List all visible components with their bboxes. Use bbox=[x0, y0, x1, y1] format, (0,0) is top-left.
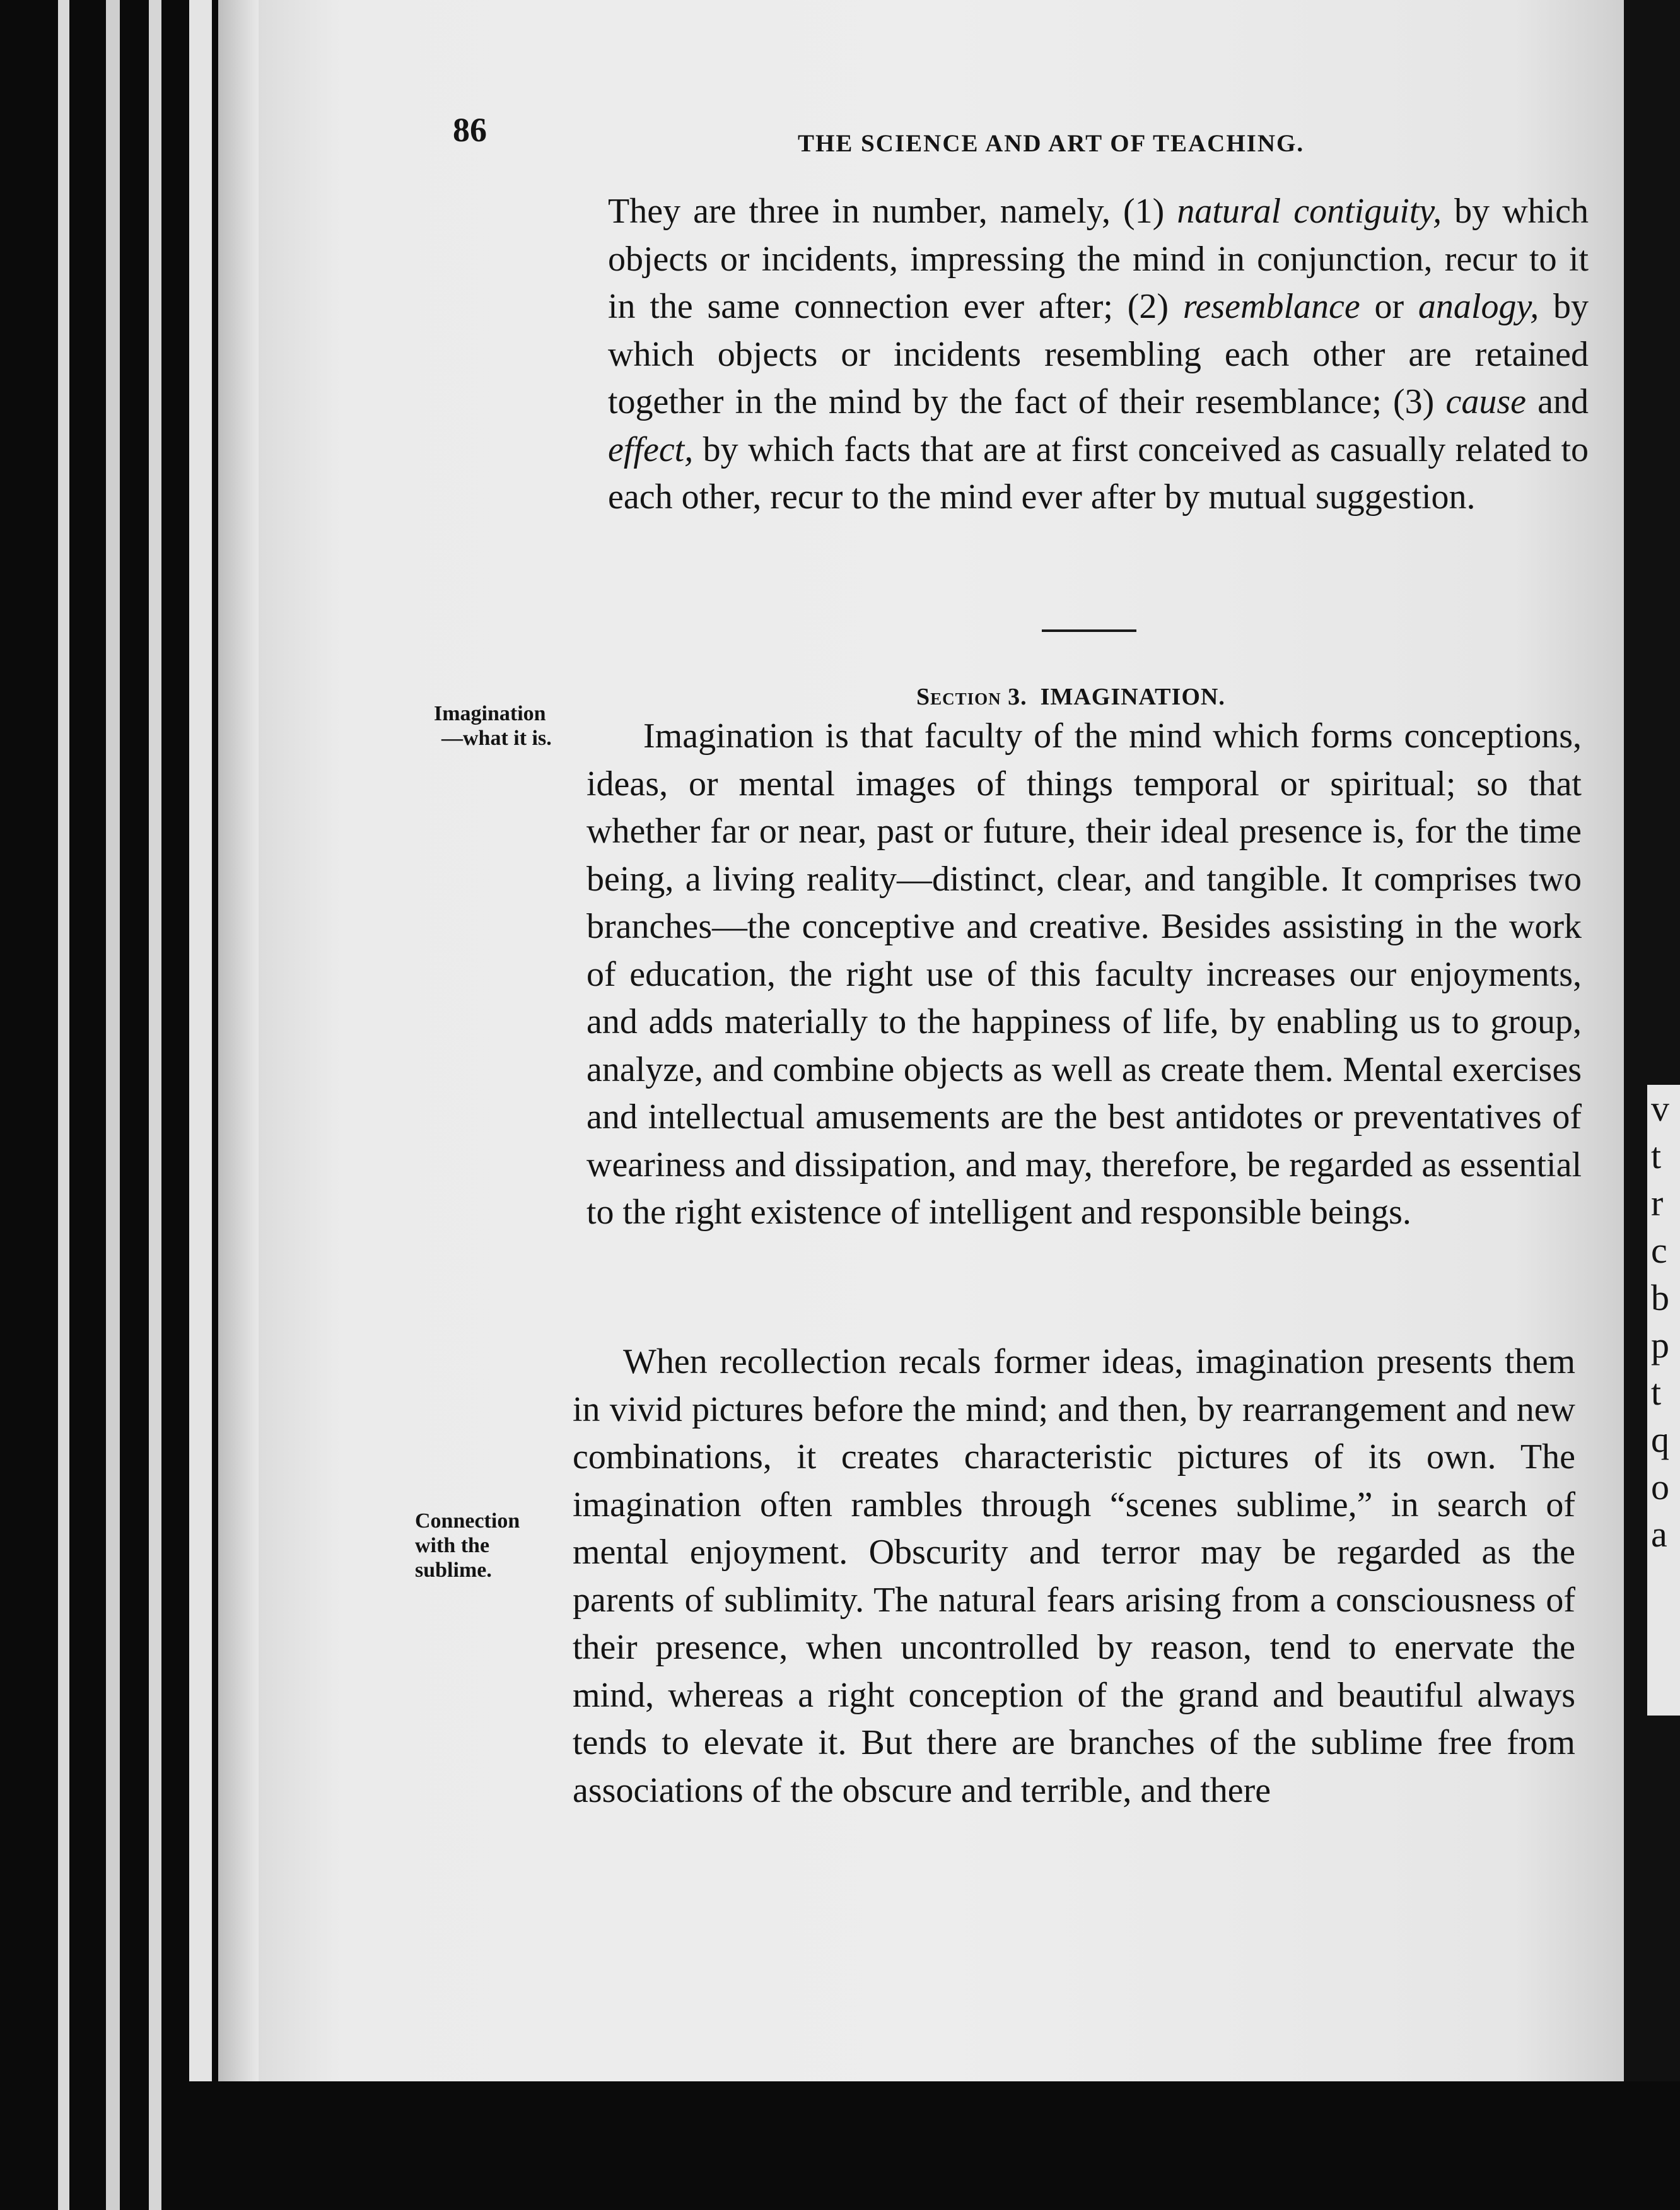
italic-term: effect, bbox=[608, 430, 694, 469]
book-edge bbox=[218, 0, 259, 2210]
facing-page-letter: v bbox=[1651, 1088, 1669, 1129]
italic-term: resemblance bbox=[1182, 287, 1360, 326]
facing-page-letter: o bbox=[1651, 1466, 1669, 1507]
facing-page-letter: a bbox=[1651, 1514, 1667, 1555]
sidenote-sublime: Connection with the sublime. bbox=[415, 1509, 520, 1582]
paragraph-associations: They are three in number, namely, (1) natural contiguity, by which objects or incidents, impressing the mind in conjunction, recur to it in the same connection ever after; (2) resemblance or analogy, by which objects or incidents resembling each other are retained together in the mind by the fact of their resemblance; (3) cause and effect, by which facts that are at first conceived as casually related to each other, recur to the mind ever after by mutual suggestion. bbox=[608, 192, 1589, 517]
italic-term: analogy, bbox=[1418, 287, 1539, 326]
facing-page-letter: p bbox=[1651, 1324, 1669, 1365]
section-label: Section 3. bbox=[916, 684, 1027, 710]
book-edge bbox=[106, 0, 120, 2210]
section-title: IMAGINATION. bbox=[1040, 684, 1225, 710]
section-heading bbox=[916, 683, 1225, 711]
book-edge bbox=[58, 0, 69, 2210]
scan-border bbox=[170, 2081, 1680, 2210]
paragraph-imagination-sublime: When recollection recals former ideas, imagination presents them in vivid pictures before the mind; and then, by rearrangement and new combinations, it creates characteristic pictures of its own. The imagination often rambles through “scenes sublime,” in search of mental enjoyment. Obscurity and terror may be regarded as the parents of sublimity. The natural fears arising from a consciousness of their presence, when uncontrolled by reason, tend to enervate the mind, whereas a right conception of the grand and beautiful always tends to elevate it. But there are branches of the sublime free from associations of the obscure and terrible, and there bbox=[573, 1342, 1575, 1810]
facing-page-fragment bbox=[1647, 1085, 1680, 1716]
italic-term: cause bbox=[1445, 382, 1526, 421]
facing-page-letter: t bbox=[1651, 1372, 1662, 1413]
facing-page-letter: r bbox=[1651, 1183, 1664, 1224]
facing-page-letter: c bbox=[1651, 1230, 1667, 1271]
sidenote-imagination: Imagination —what it is. bbox=[434, 702, 552, 750]
paragraph-imagination-definition: Imagination is that faculty of the mind which forms conceptions, ideas, or mental images of things temporal or spiritual; so that whether far or near, past or future, their ideal presence is, for the time being, a living reality—distinct, clear, and tangible. It comprises two branches—the conceptive and creative. Besides assisting in the work of education, the right use of this faculty increases our enjoyments, and adds materially to the happiness of life, by enabling us to group, analyze, and combine objects as well as create them. Mental exercises and intellectual amusements are the best antidotes or preventatives of weariness and dissipation, and may, therefore, be regarded as essential to the right existence of intelligent and responsible beings. bbox=[586, 716, 1582, 1232]
facing-page-letter: q bbox=[1651, 1419, 1669, 1460]
running-head: THE SCIENCE AND ART OF TEACHING. bbox=[798, 130, 1305, 157]
book-edge bbox=[149, 0, 161, 2210]
book-edge bbox=[189, 0, 212, 2210]
italic-term: natural contiguity, bbox=[1177, 192, 1442, 231]
facing-page-letter: b bbox=[1651, 1277, 1669, 1318]
section-divider bbox=[1042, 629, 1136, 632]
facing-page-letter: t bbox=[1651, 1135, 1662, 1176]
page-number: 86 bbox=[453, 111, 487, 149]
